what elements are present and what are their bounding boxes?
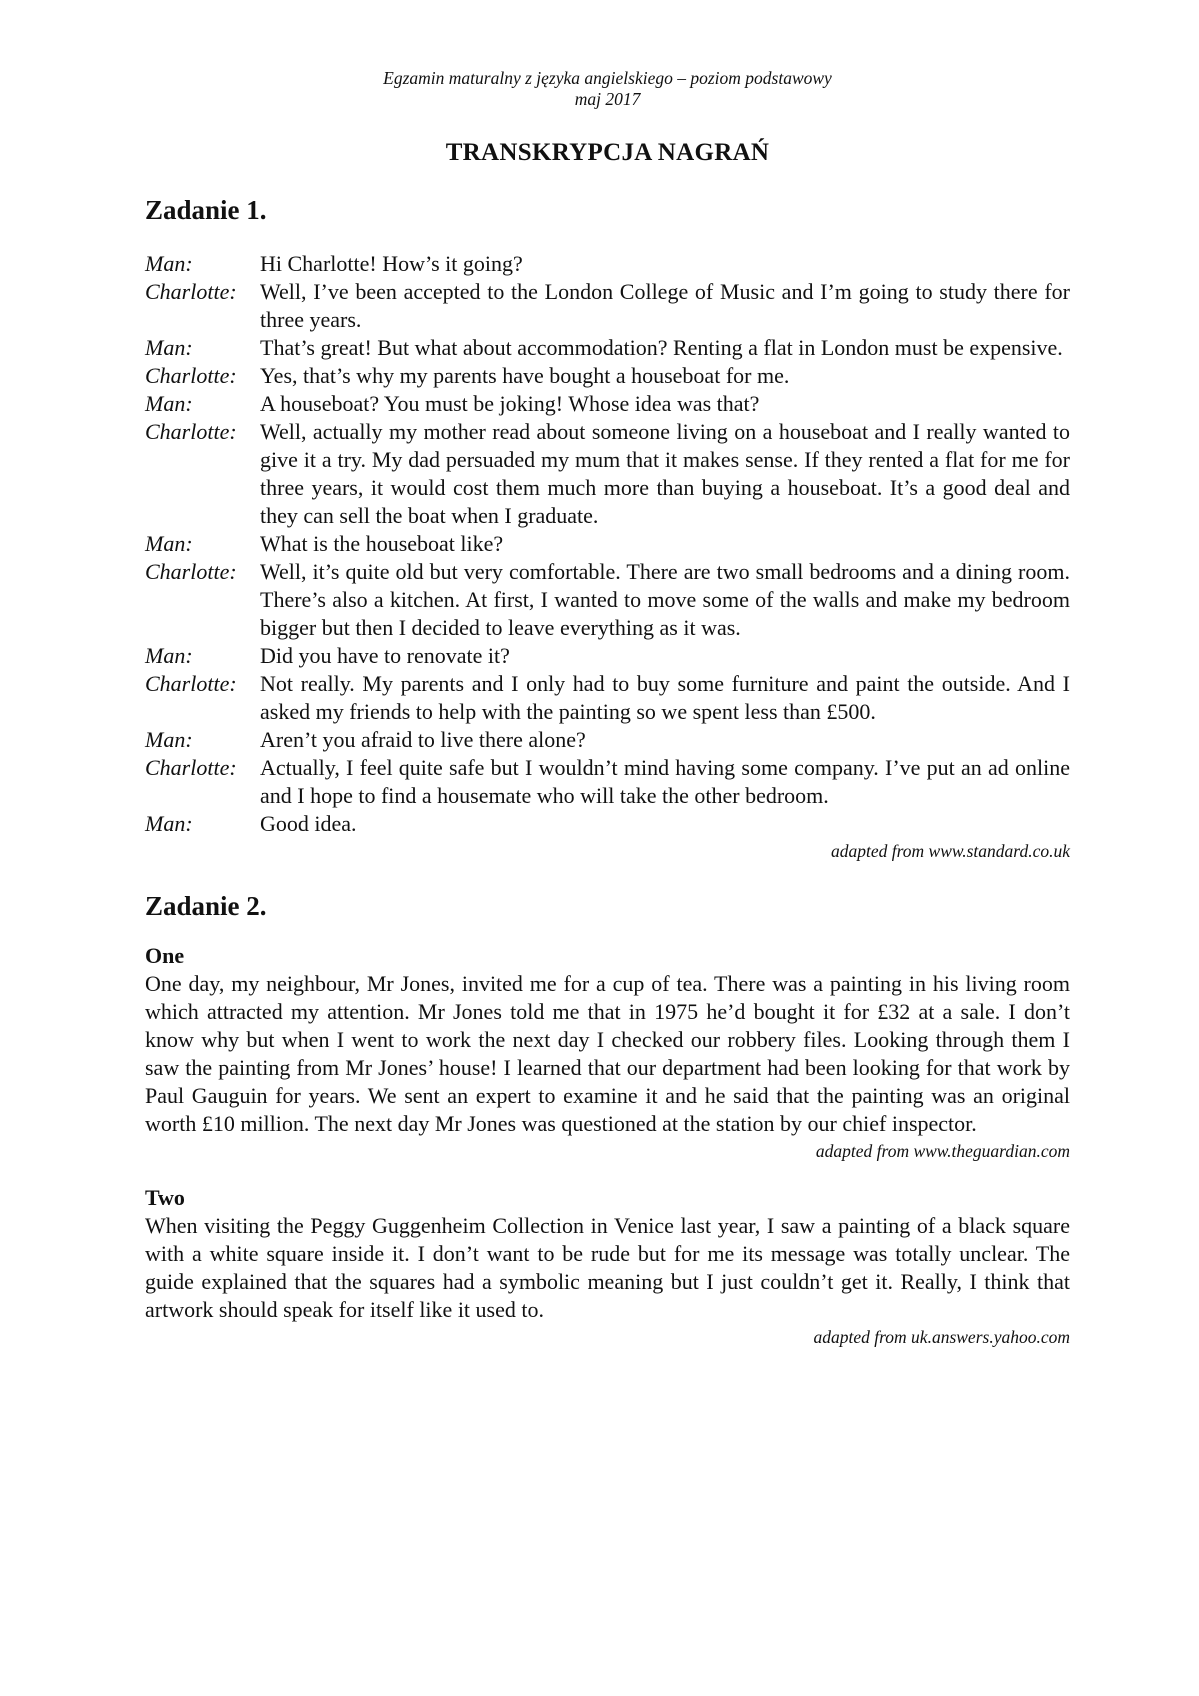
dialogue-line <box>145 418 1070 530</box>
speech-text: Good idea. <box>260 811 357 836</box>
task2-part-one-heading: One <box>145 943 185 968</box>
exam-header <box>145 68 1070 110</box>
speaker-label: Charlotte: <box>145 363 237 388</box>
speech-text: Well, actually my mother read about someone living on a houseboat and I really wanted to give it a try. My dad persuaded my mum that it makes sense. If they rented a flat for me for three years, it would cost them much more than buying a houseboat. It’s a good deal and they can sell the boat when I graduate. <box>260 419 1070 528</box>
dialogue-line <box>145 530 1070 558</box>
speech-text: Yes, that’s why my parents have bought a houseboat for me. <box>260 363 790 388</box>
document-title: TRANSKRYPCJA NAGRAŃ <box>445 139 770 166</box>
dialogue-line <box>145 278 1070 334</box>
speaker-label: Man: <box>145 251 193 276</box>
speech-text: Hi Charlotte! How’s it going? <box>260 251 523 276</box>
speaker-label: Charlotte: <box>145 671 237 696</box>
speech-text: What is the houseboat like? <box>260 531 504 556</box>
dialogue-line <box>145 642 1070 670</box>
speaker-label: Man: <box>145 811 193 836</box>
speaker-label: Charlotte: <box>145 419 237 444</box>
exam-header-line1: Egzamin maturalny z języka angielskiego – poziom podstawowy <box>383 68 832 88</box>
dialogue-line <box>145 726 1070 754</box>
speaker-label: Man: <box>145 531 193 556</box>
task1-dialogue <box>145 250 1070 838</box>
dialogue-line <box>145 334 1070 362</box>
task2-part-one-source: adapted from www.theguardian.com <box>815 1141 1070 1161</box>
task1-source: adapted from www.standard.co.uk <box>830 841 1070 861</box>
dialogue-line <box>145 754 1070 810</box>
speech-text: Actually, I feel quite safe but I wouldn’t mind having some company. I’ve put an ad online and I hope to find a housemate who will take the other bedroom. <box>260 755 1070 808</box>
speech-text: A houseboat? You must be joking! Whose idea was that? <box>260 391 760 416</box>
speaker-label: Man: <box>145 727 193 752</box>
speech-text: Well, it’s quite old but very comfortable. There are two small bedrooms and a dining room. There’s also a kitchen. At first, I wanted to move some of the walls and make my bedroom bigger but then I decided to leave everything as it was. <box>260 559 1070 640</box>
task2-heading: Zadanie 2. <box>145 891 267 921</box>
dialogue-line <box>145 362 1070 390</box>
speaker-label: Charlotte: <box>145 755 237 780</box>
speech-text: Well, I’ve been accepted to the London College of Music and I’m going to study there for three years. <box>260 279 1070 332</box>
task2-part-two-source: adapted from uk.answers.yahoo.com <box>813 1327 1070 1347</box>
speaker-label: Charlotte: <box>145 279 237 304</box>
speech-text: Aren’t you afraid to live there alone? <box>260 727 586 752</box>
task2-part-two-text: When visiting the Peggy Guggenheim Collection in Venice last year, I saw a painting of a black square with a white square inside it. I don’t want to be rude but for me its message was totally unclear. The guide explained that the squares had a symbolic meaning but I just couldn’t get it. Really, I think that artwork should speak for itself like it used to. <box>145 1213 1070 1322</box>
exam-header-line2: maj 2017 <box>574 89 641 109</box>
speaker-label: Man: <box>145 335 193 360</box>
dialogue-line <box>145 390 1070 418</box>
speech-text: Did you have to renovate it? <box>260 643 510 668</box>
speaker-label: Charlotte: <box>145 559 237 584</box>
dialogue-line <box>145 250 1070 278</box>
document-page <box>145 68 1070 1348</box>
speech-text: Not really. My parents and I only had to buy some furniture and paint the outside. And I asked my friends to help with the painting so we spent less than £500. <box>260 671 1070 724</box>
task2-part-two-heading: Two <box>145 1185 185 1210</box>
speech-text: That’s great! But what about accommodation? Renting a flat in London must be expensive. <box>260 335 1063 360</box>
speaker-label: Man: <box>145 643 193 668</box>
task2-part-one-text: One day, my neighbour, Mr Jones, invited me for a cup of tea. There was a painting in his living room which attracted my attention. Mr Jones told me that in 1975 he’d bought it for £32 at a sale. I don’t know why but when I went to work the next day I checked our robbery files. Looking through them I saw the painting from Mr Jones’ house! I learned that our department had been looking for that work by Paul Gauguin for years. We sent an expert to examine it and he said that the painting was an original worth £10 million. The next day Mr Jones was questioned at the station by our chief inspector. <box>145 971 1070 1136</box>
task1-heading: Zadanie 1. <box>145 195 267 225</box>
speaker-label: Man: <box>145 391 193 416</box>
dialogue-line <box>145 558 1070 642</box>
dialogue-line <box>145 670 1070 726</box>
dialogue-line <box>145 810 1070 838</box>
